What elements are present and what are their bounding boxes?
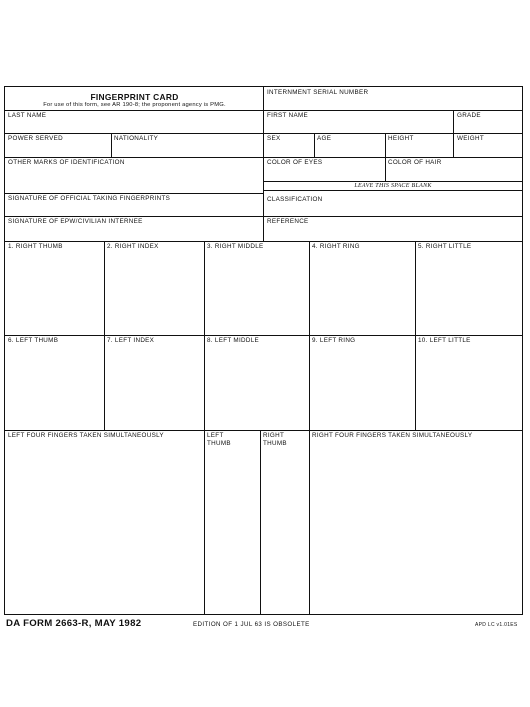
right-index-box[interactable] [104, 241, 204, 335]
weight-field[interactable] [454, 133, 522, 157]
left-thumb-simultaneous-box[interactable] [204, 430, 260, 614]
signature-epw-label: SIGNATURE OF EPW/CIVILIAN INTERNEE [8, 218, 143, 225]
right-four-fingers-box[interactable] [309, 430, 522, 614]
internment-serial-number-field[interactable] [264, 87, 522, 111]
right-little-label: 5. RIGHT LITTLE [418, 243, 472, 250]
reference-field[interactable] [264, 216, 522, 241]
age-field[interactable] [314, 133, 385, 157]
last-name-field[interactable] [5, 110, 264, 133]
left-four-fingers-label: LEFT FOUR FINGERS TAKEN SIMULTANEOUSLY [8, 432, 164, 439]
form-subtitle: For use of this form, see AR 190-8; the proponent agency is PMG. [43, 102, 226, 108]
first-name-label: FIRST NAME [267, 112, 309, 119]
age-label: AGE [317, 135, 332, 142]
classification-label: CLASSIFICATION [267, 196, 323, 203]
left-index-box[interactable] [104, 335, 204, 430]
internment-serial-number-label: INTERNMENT SERIAL NUMBER [267, 89, 369, 96]
right-ring-label: 4. RIGHT RING [312, 243, 360, 250]
grade-field[interactable] [454, 110, 522, 133]
right-index-label: 2. RIGHT INDEX [107, 243, 159, 250]
left-four-fingers-box[interactable] [5, 430, 204, 614]
right-thumb-simultaneous-box[interactable] [260, 430, 309, 614]
color-of-hair-label: COLOR OF HAIR [388, 159, 442, 166]
left-thumb-label: 6. LEFT THUMB [8, 337, 59, 344]
right-middle-label: 3. RIGHT MIDDLE [207, 243, 264, 250]
left-little-label: 10. LEFT LITTLE [418, 337, 471, 344]
right-thumb-label: 1. RIGHT THUMB [8, 243, 63, 250]
weight-label: WEIGHT [457, 135, 484, 142]
form-title: FINGERPRINT CARD [90, 92, 179, 102]
other-marks-label: OTHER MARKS OF IDENTIFICATION [8, 159, 125, 166]
right-thumb-box[interactable] [5, 241, 104, 335]
left-ring-box[interactable] [309, 335, 415, 430]
height-label: HEIGHT [388, 135, 414, 142]
grade-label: GRADE [457, 112, 481, 119]
leave-blank-notice: LEAVE THIS SPACE BLANK [354, 183, 432, 189]
left-index-label: 7. LEFT INDEX [107, 337, 155, 344]
nationality-field[interactable] [111, 133, 264, 157]
left-thumb-box[interactable] [5, 335, 104, 430]
divider [264, 181, 522, 182]
left-middle-label: 8. LEFT MIDDLE [207, 337, 260, 344]
color-of-eyes-field[interactable] [264, 157, 385, 181]
signature-official-label: SIGNATURE OF OFFICIAL TAKING FINGERPRINTS [8, 195, 171, 202]
fingerprint-card-form [4, 86, 523, 615]
right-four-fingers-label: RIGHT FOUR FINGERS TAKEN SIMULTANEOUSLY [312, 432, 473, 439]
right-ring-box[interactable] [309, 241, 415, 335]
right-middle-box[interactable] [204, 241, 309, 335]
height-field[interactable] [385, 133, 453, 157]
nationality-label: NATIONALITY [114, 135, 159, 142]
right-thumb-simultaneous-label: RIGHT THUMB [263, 432, 287, 447]
classification-field[interactable] [264, 190, 522, 216]
right-little-box[interactable] [415, 241, 522, 335]
left-little-box[interactable] [415, 335, 522, 430]
power-served-label: POWER SERVED [8, 135, 63, 142]
last-name-label: LAST NAME [8, 112, 47, 119]
sex-field[interactable] [264, 133, 314, 157]
color-of-eyes-label: COLOR OF EYES [267, 159, 323, 166]
power-served-field[interactable] [5, 133, 111, 157]
left-middle-box[interactable] [204, 335, 309, 430]
other-marks-field[interactable] [5, 157, 264, 193]
apd-version: APD LC v1.01ES [475, 622, 518, 628]
sex-label: SEX [267, 135, 281, 142]
signature-epw-field[interactable] [5, 216, 264, 241]
reference-label: REFERENCE [267, 218, 309, 225]
edition-notice: EDITION OF 1 JUL 63 IS OBSOLETE [193, 621, 310, 628]
first-name-field[interactable] [264, 110, 454, 133]
form-number: DA FORM 2663-R, MAY 1982 [6, 618, 142, 629]
left-thumb-simultaneous-label: LEFT THUMB [207, 432, 231, 447]
color-of-hair-field[interactable] [385, 157, 522, 181]
signature-official-field[interactable] [5, 193, 264, 216]
left-ring-label: 9. LEFT RING [312, 337, 356, 344]
